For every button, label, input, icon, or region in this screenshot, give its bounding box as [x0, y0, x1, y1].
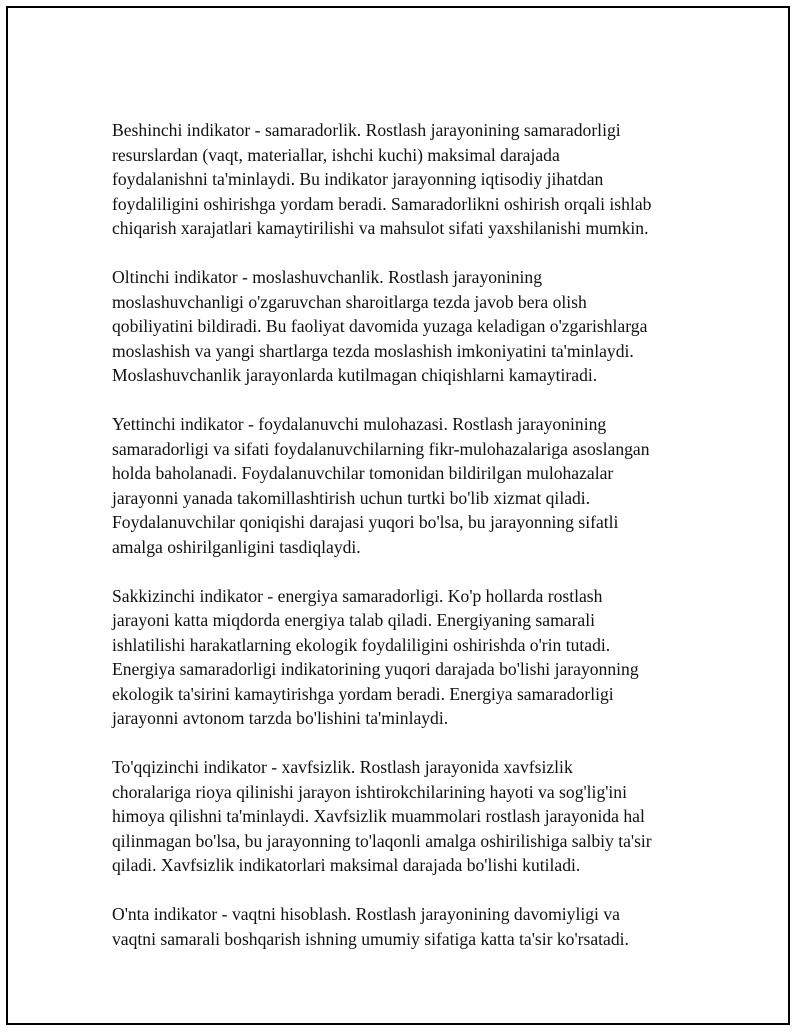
paragraph-energy-efficiency: Sakkizinchi indikator - energiya samaradorligi. Ko'p hollarda rostlash jarayoni katta miqdorda energiya talab qiladi. Energiyaning samarali ishlatilishi harakatlarning ekologik foydaliligini oshirishda o'rin tutadi. Energiya samaradorligi indikatorining yuqori darajada bo'lishi jarayonning ekologik ta'sirini kamaytirishga yordam beradi. Energiya samaradorligi jarayonni avtonom tarzda bo'lishini ta'minlaydi.	[112, 585, 639, 728]
paragraph-efficiency: Beshinchi indikator - samaradorlik. Rostlash jarayonining samaradorligi resurslardan (vaqt, materiallar, ishchi kuchi) maksimal darajada foydalanishni ta'minlaydi. Bu indikator jarayonning iqtisodiy jihatdan foydaliligini oshirishga yordam beradi. Samaradorlikni oshirish orqali ishlab chiqarish xarajatlari kamaytirilishi va mahsulot sifati yaxshilanishi mumkin.	[112, 120, 652, 238]
paragraph-safety: To'qqizinchi indikator - xavfsizlik. Rostlash jarayonida xavfsizlik choralariga rioya qilinishi jarayon ishtirokchilarining hayoti va sog'lig'ini himoya qilishni ta'minlaydi. Xavfsizlik muammolari rostlash jarayonida hal qilinmagan bo'lsa, bu jarayonning to'laqonli amalga oshirilishiga salbiy ta'sir qiladi. Xavfsizlik indikatorlari maksimal darajada bo'lishi kutiladi.	[112, 757, 652, 875]
paragraph-user-feedback: Yettinchi indikator - foydalanuvchi mulohazasi. Rostlash jarayonining samaradorligi va sifati foydalanuvchilarning fikr-mulohazalariga asoslangan holda baholanadi. Foydalanuvchilar tomonidan bildirilgan mulohazalar jarayonni yanada takomillashtirish uchun turtki bo'lib xizmat qiladi. Foydalanuvchilar qoniqishi darajasi yuqori bo'lsa, bu jarayonning sifatli amalga oshirilganligini tasdiqlaydi.	[112, 414, 650, 557]
paragraph-flexibility: Oltinchi indikator - moslashuvchanlik. Rostlash jarayonining moslashuvchanligi o'zgaruvchan sharoitlarga tezda javob bera olish qobiliyatini bildiradi. Bu faoliyat davomida yuzaga keladigan o'zgarishlarga moslashish va yangi shartlarga tezda moslashish imkoniyatini ta'minlaydi. Moslashuvchanlik jarayonlarda kutilmagan chiqishlarni kamaytiradi.	[112, 267, 648, 385]
paragraph-time-tracking: O'nta indikator - vaqtni hisoblash. Rostlash jarayonining davomiyligi va vaqtni samarali boshqarish ishning umumiy sifatiga katta ta'sir ko'rsatadi.	[112, 904, 629, 949]
document-body	[112, 118, 702, 976]
